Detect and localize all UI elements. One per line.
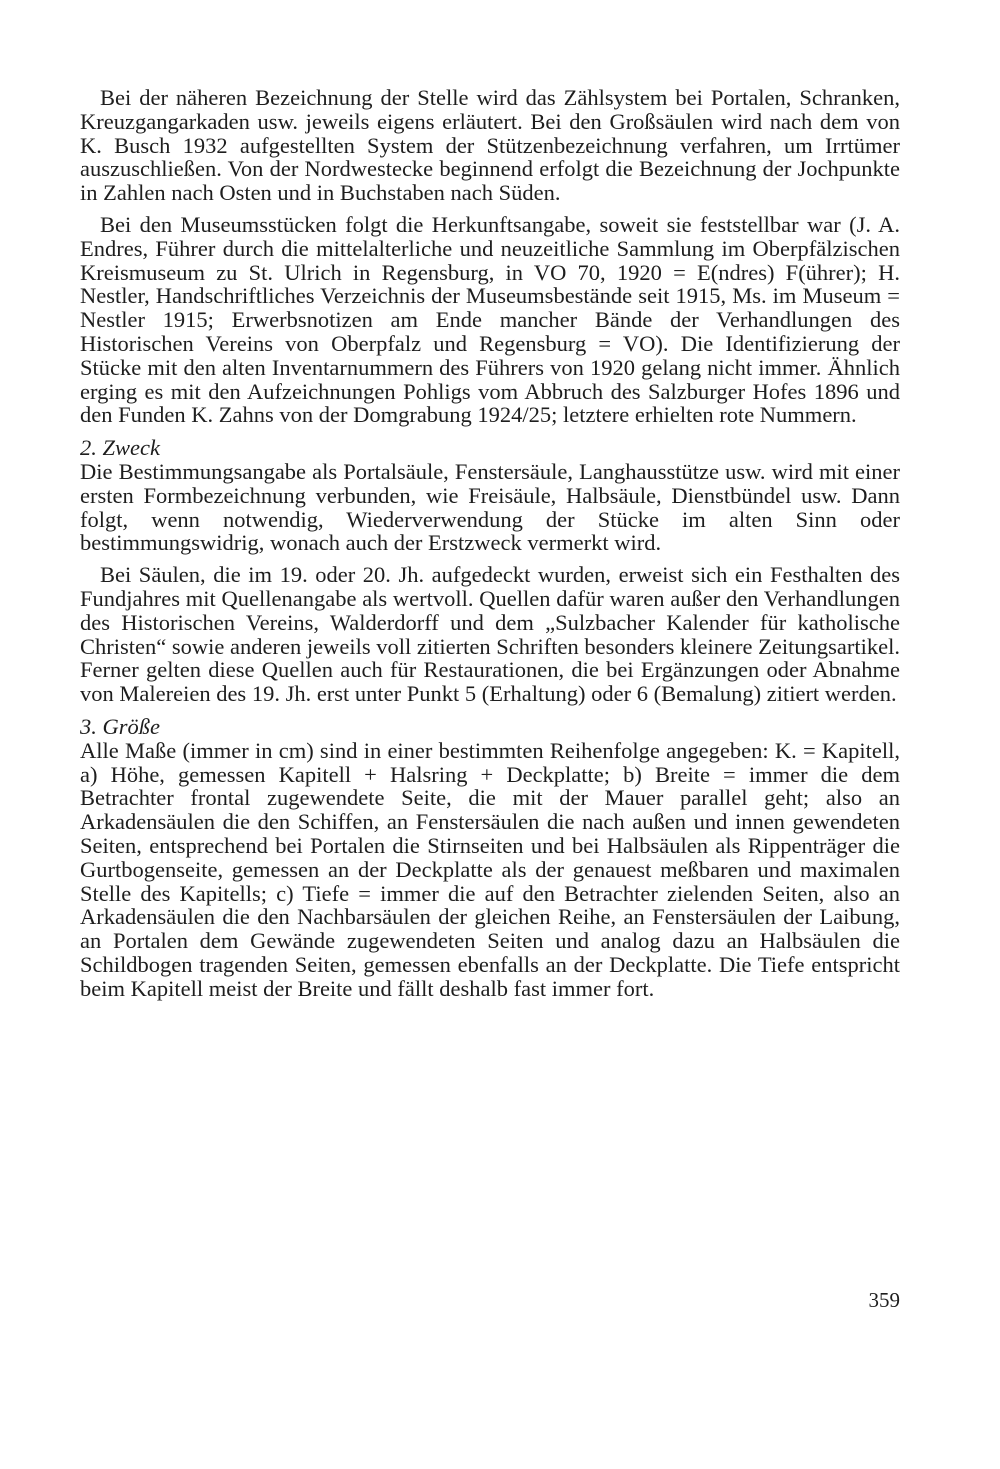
paragraph-bestimmungsangabe: Die Bestimmungsangabe als Portalsäule, Fenstersäule, Langhausstütze usw. wird mit einer ersten Formbezeichnung verbunden, wie Freisäule, Halbsäule, Dienstbündel usw. Dann folgt, wenn notwendig, Wiederverwendung der Stücke im alten Sinn oder bestimmungswidrig, wonach auch der Erstzweck vermerkt wird. bbox=[80, 458, 900, 556]
paragraph-masse: Alle Maße (immer in cm) sind in einer bestimmten Reihenfolge angegeben: K. = Kapitell, a) Höhe, gemessen Kapitell + Halsring + Deckplatte; b) Breite = immer die dem Betrachter frontal zugewendete Seite, die mit der Mauer parallel geht; also an Arkadensäulen die den Schiffen, an Fenstersäulen die nach außen und innen gewendeten Seiten, entsprechend bei Portalen die Stirnseiten und bei Halbsäulen als Rippenträger die Gurtbogenseite, gemessen an der Deckplatte als der genauest meßbaren und maximalen Stelle des Kapitells; c) Tiefe = immer die auf den Betrachter zielenden Seiten, also an Arkadensäulen die den Nachbarsäulen der gleichen Reihe, an Fenstersäulen der Laibung, an Portalen dem Gewände zugewendeten Seiten und analog dazu an Halbsäulen die Schildbogen tragenden Seiten, gemessen ebenfalls an der Deckplatte. Die Tiefe entspricht beim Kapitell meist der Breite und fällt deshalb fast immer fort. bbox=[80, 737, 900, 1001]
paragraph-fundjahr: Bei Säulen, die im 19. oder 20. Jh. aufgedeckt wurden, erweist sich ein Festhalten des Fundjahres mit Quellenangabe als wertvoll. Quellen dafür waren außer den Verhandlungen des Historischen Vereins, Walderdorff und dem „Sulzbacher Kalender für katholische Christen“ sowie anderen jeweils voll zitierten Schriften besonders kleinere Zeitungsartikel. Ferner gelten diese Quellen auch für Restaurationen, die bei Ergänzungen oder Abnahme von Malereien des 19. Jh. erst unter Punkt 5 (Erhaltung) oder 6 (Bemalung) zitiert werden. bbox=[80, 562, 900, 707]
section-heading-zweck: 2. Zweck bbox=[80, 435, 160, 461]
paragraph-herkunftsangabe: Bei den Museumsstücken folgt die Herkunftsangabe, soweit sie feststellbar war (J. A. Endres, Führer durch die mittelalterliche und neuzeitliche Sammlung im Oberpfälzischen Kreismuseum zu St. Ulrich in Regensburg, in VO 70, 1920 = E(ndres) F(ührer); H. Nestler, Handschriftliches Verzeichnis der Museumsbestände seit 1915, Ms. im Museum = Nestler 1915; Erwerbsnotizen am Ende mancher Bände der Verhandlungen des Historischen Vereins von Oberpfalz und Regensburg = VO). Die Identifizierung der Stücke mit den alten Inventarnummern des Führers von 1920 gelang nicht immer. Ähnlich erging es mit den Aufzeichnungen Pohligs vom Abbruch des Salzburger Hofes 1896 und den Funden K. Zahns von der Domgrabung 1924/25; letztere erhielten rote Nummern. bbox=[80, 211, 900, 428]
page-body bbox=[80, 85, 900, 1312]
paragraph-stellenbezeichnung: Bei der näheren Bezeichnung der Stelle wird das Zählsystem bei Portalen, Schranken, Kreuzgangarkaden usw. jeweils eigens erläutert. Bei den Großsäulen wird nach dem von K. Busch 1932 aufgestellten System der Stützenbezeichnung verfahren, um Irrtümer auszuschließen. Von der Nordwestecke beginnend erfolgt die Bezeichnung der Jochpunkte in Zahlen nach Osten und in Buchstaben nach Süden. bbox=[80, 85, 900, 206]
section-heading-groesse: 3. Größe bbox=[80, 713, 160, 739]
page-number: 359 bbox=[868, 1288, 900, 1312]
